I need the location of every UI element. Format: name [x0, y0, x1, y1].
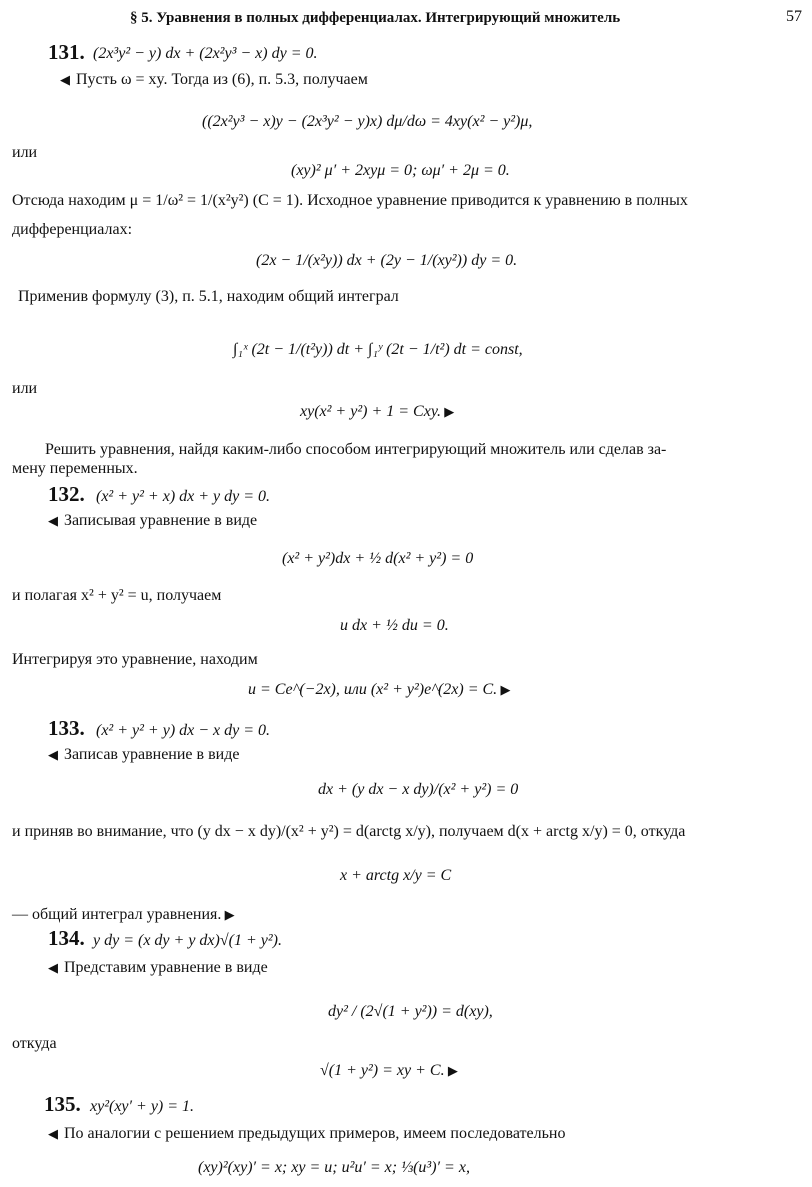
problem-number — [48, 42, 85, 62]
solution-begin-marker: ◀ — [48, 513, 58, 528]
solution-end-marker: ▶ — [441, 404, 455, 419]
line-text: 131. — [48, 40, 85, 64]
line-text: (x² + y²)dx + ½ d(x² + y²) = 0 — [282, 550, 474, 567]
text-line — [60, 70, 368, 90]
line-text: дифференциалах: — [12, 221, 133, 238]
line-text: Применив формулу (3), п. 5.1, находим общий интеграл — [18, 288, 399, 305]
problem-number — [44, 1094, 81, 1114]
text-line — [12, 586, 221, 606]
line-text: или — [12, 380, 38, 397]
solution-end-marker: ▶ — [497, 682, 511, 697]
equation-line — [248, 680, 510, 700]
running-header-title: § 5. Уравнения в полных дифференциалах. Интегрирующий множитель — [130, 10, 621, 26]
solution-begin-marker: ◀ — [60, 72, 70, 87]
line-text: (x² + y² + x) dx + y dy = 0. — [96, 488, 271, 505]
equation-line — [340, 866, 451, 886]
line-text: ((2x²y³ − x)y − (2x³y² − y)x) dμ/dω = 4xy(x² − y²)μ, — [202, 113, 533, 130]
solution-begin-marker: ◀ — [48, 1126, 58, 1141]
equation-line — [300, 402, 454, 422]
solution-end-marker: ▶ — [444, 1063, 458, 1078]
solution-begin-marker: ◀ — [48, 747, 58, 762]
text-line — [12, 191, 688, 211]
equation-line — [256, 251, 517, 271]
text-line — [12, 905, 235, 925]
line-text: 135. — [44, 1092, 81, 1116]
problem-number — [48, 928, 85, 948]
problem-number — [48, 718, 85, 738]
line-text: Интегрируя это уравнение, находим — [12, 651, 258, 668]
line-text: xy(x² + y²) + 1 = Cxy. — [300, 403, 442, 420]
equation-line — [291, 161, 510, 181]
line-text: dy² / (2√(1 + y²)) = d(xy), — [328, 1003, 493, 1020]
line-text: или — [12, 144, 38, 161]
line-text: u = Ce^(−2x), или (x² + y²)e^(2x) = C. — [248, 681, 498, 698]
text-line — [12, 1034, 57, 1054]
line-text: xy²(xy′ + y) = 1. — [90, 1098, 195, 1115]
equation-line — [282, 549, 473, 569]
line-text: (xy)²(xy)′ = x; xy = u; u²u′ = x; ⅓(u³)′ = x, — [198, 1159, 470, 1176]
text-line — [48, 1124, 565, 1144]
equation-line — [93, 931, 282, 951]
line-text: y dy = (x dy + y dx)√(1 + y²). — [93, 932, 282, 949]
line-text: Решить уравнения, найдя каким-либо способом интегрирующий множитель или сделав за- — [45, 441, 667, 458]
line-text: (2x − 1/(x²y)) dx + (2y − 1/(xy²)) dy = 0. — [256, 252, 518, 269]
equation-line — [90, 1097, 194, 1117]
equation-line — [198, 1158, 470, 1178]
solution-begin-marker: ◀ — [48, 960, 58, 975]
line-text: 134. — [48, 926, 85, 950]
text-line — [48, 958, 268, 978]
line-text: Пусть ω = xy. Тогда из (6), п. 5.3, получаем — [76, 71, 368, 88]
line-text: и полагая x² + y² = u, получаем — [12, 587, 222, 604]
text-line — [12, 822, 685, 842]
equation-line — [202, 112, 532, 132]
text-line — [12, 459, 138, 479]
equation-line — [340, 616, 449, 636]
line-text: мену переменных. — [12, 460, 138, 477]
equation-line — [93, 44, 318, 64]
line-text: откуда — [12, 1035, 57, 1052]
equation-line — [233, 340, 523, 360]
problem-number — [48, 484, 85, 504]
line-text: dx + (y dx − x dy)/(x² + y²) = 0 — [318, 781, 519, 798]
text-line — [48, 745, 239, 765]
text-line — [12, 650, 258, 670]
line-text: и приняв во внимание, что (y dx − x dy)/(x² + y²) = d(arctg x/y), получаем d(x + arctg x/y) = 0, откуда — [12, 823, 686, 840]
equation-line — [318, 780, 518, 800]
text-line — [12, 379, 37, 399]
line-text: Представим уравнение в виде — [64, 959, 268, 976]
page-number: 57 — [786, 8, 802, 25]
line-text: √(1 + y²) = xy + C. — [320, 1062, 445, 1079]
line-text: Записав уравнение в виде — [64, 746, 240, 763]
line-text: 132. — [48, 482, 85, 506]
line-text: (x² + y² + y) dx − x dy = 0. — [96, 722, 271, 739]
solution-end-marker: ▶ — [221, 907, 235, 922]
line-text: Записывая уравнение в виде — [64, 512, 258, 529]
line-text: ∫₁ˣ (2t − 1/(t²y)) dt + ∫₁ʸ (2t − 1/t²) dt = const, — [233, 341, 523, 358]
equation-line — [96, 487, 270, 507]
line-text: По аналогии с решением предыдущих примеров, имеем последовательно — [64, 1125, 566, 1142]
equation-line — [96, 721, 270, 741]
line-text: x + arctg x/y = C — [340, 867, 452, 884]
text-line — [45, 440, 666, 460]
line-text: — общий интеграл уравнения. — [12, 906, 222, 923]
equation-line — [320, 1061, 458, 1081]
equation-line — [328, 1002, 493, 1022]
text-line — [18, 287, 399, 307]
line-text: Отсюда находим μ = 1/ω² = 1/(x²y²) (C = 1). Исходное уравнение приводится к уравнению в полных — [12, 192, 688, 209]
line-text: (xy)² μ′ + 2xyμ = 0; ωμ′ + 2μ = 0. — [291, 162, 510, 179]
text-line — [12, 143, 37, 163]
text-line — [48, 511, 257, 531]
line-text: (2x³y² − y) dx + (2x²y³ − x) dy = 0. — [93, 45, 318, 62]
line-text: u dx + ½ du = 0. — [340, 617, 449, 634]
line-text: 133. — [48, 716, 85, 740]
text-line — [12, 220, 132, 240]
